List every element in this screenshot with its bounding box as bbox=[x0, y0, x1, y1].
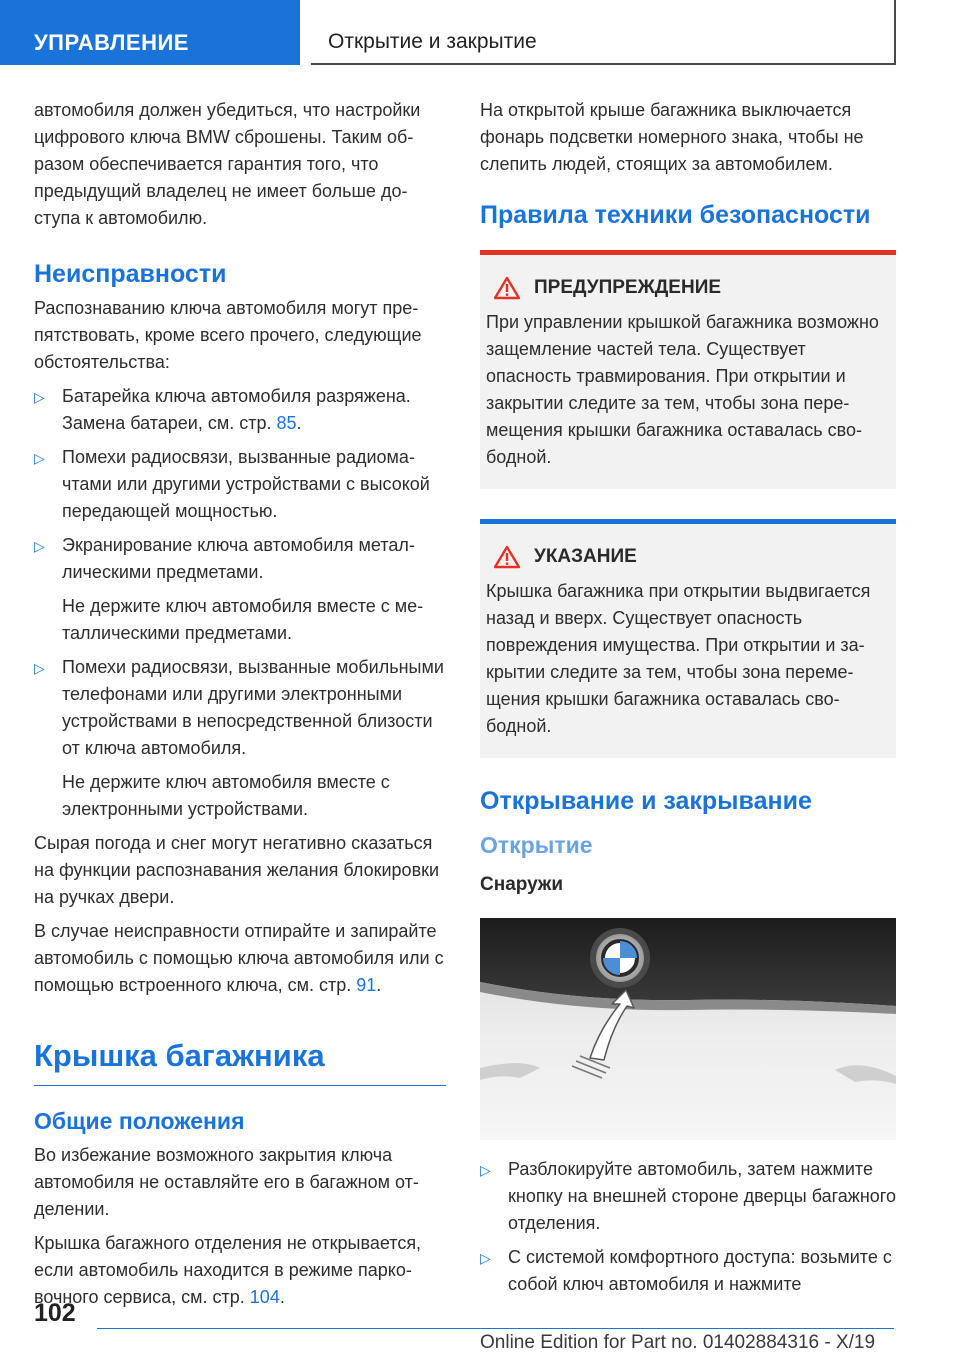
general-heading: Общие положения bbox=[34, 1108, 245, 1134]
chapter-title: Открытие и закрытие bbox=[328, 30, 537, 53]
opening-heading: Открытие bbox=[480, 832, 593, 858]
open-close-heading: Открывание и закрывание bbox=[480, 787, 812, 815]
general-text-2: Крышка багажного отделения не открывается, если автомобиль находится в режиме парковочного сервиса, см. стр. 104. bbox=[34, 1233, 422, 1307]
edition-text: Online Edition for Part no. 01402884316 - X/19 bbox=[480, 1332, 876, 1353]
page-number: 102 bbox=[34, 1299, 76, 1327]
list-item-text: Помехи радиосвязи, вызванные радиомачтами или другими устройствами с высокой передающей мощностью. bbox=[62, 447, 430, 521]
triangle-right-icon: ▷ bbox=[480, 1250, 491, 1266]
note-title-row bbox=[486, 542, 888, 572]
list-item-text: Разблокируйте автомобиль, затем нажмите кнопку на внешней стороне дверцы багажного отделения. bbox=[508, 1159, 896, 1233]
chapter-header bbox=[311, 0, 896, 65]
malfunction-list bbox=[34, 383, 446, 823]
triangle-right-icon: ▷ bbox=[34, 389, 45, 405]
trunk-illustration bbox=[480, 918, 896, 1140]
left-column bbox=[34, 97, 446, 1318]
list-item bbox=[34, 444, 446, 525]
warning-box bbox=[480, 250, 896, 489]
triangle-right-icon: ▷ bbox=[34, 450, 45, 466]
note-box bbox=[480, 519, 896, 758]
note-text: Крышка багажника при открытии выдвигается назад и вверх. Существует опасность повреждения имущества. При открытии и закрытии следите за тем, чтобы зона перемещения крышки багажника оставалась свободной. bbox=[486, 581, 871, 736]
fallback-text: В случае неисправности отпирайте и запирайте автомобиль с помощью ключа автомобиля или с помощью встроенного ключа, см. стр. 91. bbox=[34, 921, 444, 995]
list-item-extra: Не держите ключ автомобиля вместе с электронными устройствами. bbox=[62, 772, 390, 819]
page-link[interactable]: 85 bbox=[276, 413, 297, 433]
page-link[interactable]: 104 bbox=[249, 1287, 280, 1307]
triangle-right-icon: ▷ bbox=[480, 1162, 491, 1178]
malfunction-heading: Неисправности bbox=[34, 260, 227, 288]
note-title: УКАЗАНИЕ bbox=[534, 546, 637, 567]
outside-heading: Снаружи bbox=[480, 874, 564, 895]
warning-triangle-icon bbox=[494, 276, 520, 300]
list-item bbox=[480, 1156, 896, 1237]
right-column bbox=[480, 97, 896, 1305]
warning-title-row bbox=[486, 273, 888, 303]
malfunction-text: Распознаванию ключа автомобиля могут препятствовать, кроме всего прочего, следующие обстоятельства: bbox=[34, 298, 422, 372]
steps-list bbox=[480, 1156, 896, 1298]
list-item-text: Батарейка ключа автомобиля разряжена. Замена батареи, см. стр. 85. bbox=[62, 386, 411, 433]
triangle-right-icon: ▷ bbox=[34, 660, 45, 676]
section-tab bbox=[0, 0, 300, 65]
triangle-right-icon: ▷ bbox=[34, 538, 45, 554]
list-item bbox=[34, 532, 446, 647]
warning-title: ПРЕДУПРЕЖДЕНИЕ bbox=[534, 277, 722, 298]
warning-triangle-icon bbox=[494, 545, 520, 569]
right-intro: На открытой крыше багажника выключается фонарь подсветки номерного знака, чтобы не слепить людей, стоящих за автомобилем. bbox=[480, 100, 864, 174]
list-item-text: С системой комфортного доступа: возьмите с собой ключ автомобиля и нажмите bbox=[508, 1247, 892, 1294]
weather-text: Сырая погода и снег могут негативно сказаться на функции распознавания желания блокировки на ручках двери. bbox=[34, 833, 440, 907]
list-item bbox=[480, 1244, 896, 1298]
section-title: УПРАВЛЕНИЕ bbox=[34, 30, 189, 55]
list-item bbox=[34, 383, 446, 437]
page-link[interactable]: 91 bbox=[356, 975, 377, 995]
footer-divider bbox=[97, 1328, 894, 1329]
list-item-extra: Не держите ключ автомобиля вместе с металлическими предметами. bbox=[62, 596, 424, 643]
list-item-text: Экранирование ключа автомобиля металлическими предметами. bbox=[62, 535, 415, 582]
chapter-heading: Крышка багажника bbox=[34, 1037, 446, 1086]
general-text-1: Во избежание возможного закрытия ключа автомобиля не оставляйте его в багажном отделении. bbox=[34, 1145, 419, 1219]
list-item bbox=[34, 654, 446, 823]
safety-heading: Правила техники безопасности bbox=[480, 201, 871, 229]
intro-paragraph: автомобиля должен убедиться, что настройки цифрового ключа BMW сброшены. Таким образом обеспечивается гарантия того, что предыдущий владелец не имеет больше доступа к автомобилю. bbox=[34, 100, 421, 228]
trunk-button-photo bbox=[480, 918, 896, 1140]
list-item-text: Помехи радиосвязи, вызванные мобильными телефонами или другими электронными устройствами в непосредственной близости от ключа автомобиля. bbox=[62, 657, 444, 758]
warning-text: При управлении крышкой багажника возможно защемление частей тела. Существует опасность травмирования. При открытии и закрытии следите за тем, чтобы зона перемещения крышки багажника оставалась свободной. bbox=[486, 312, 879, 467]
